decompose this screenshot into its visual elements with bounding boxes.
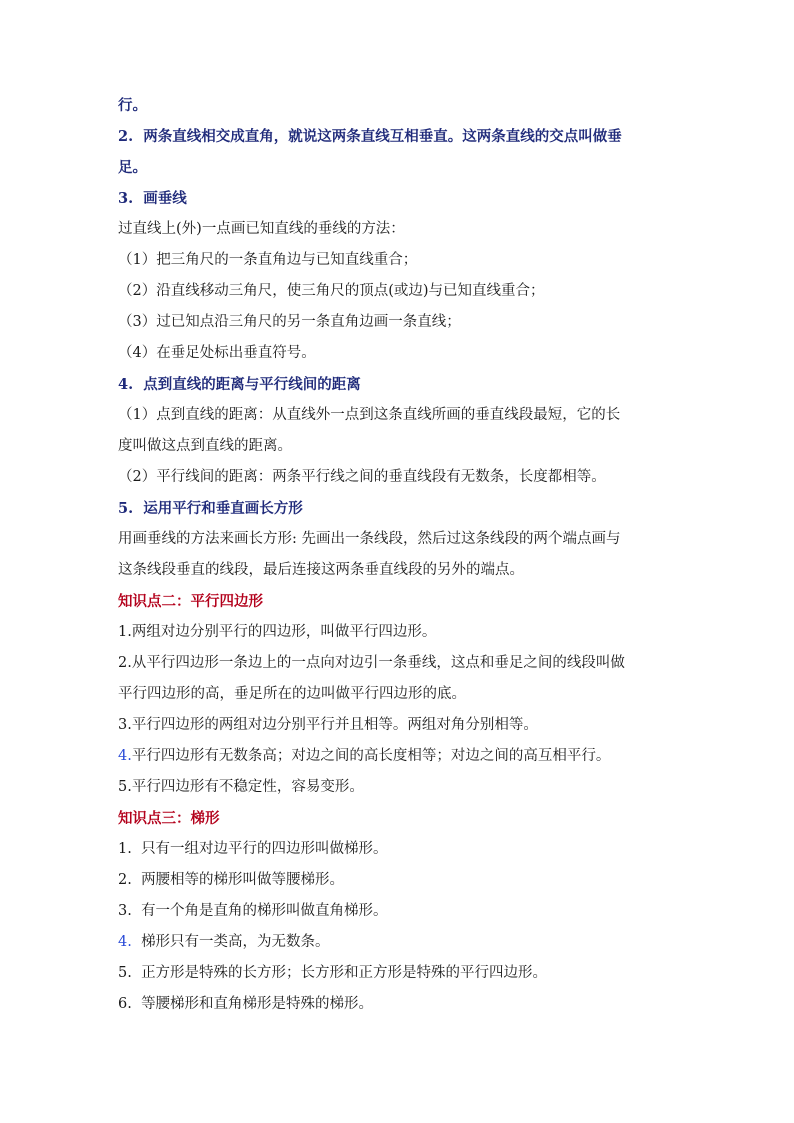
item-number: 5. [118, 965, 132, 981]
text-line [118, 772, 734, 803]
subsection-heading [118, 369, 734, 400]
text-line [118, 431, 734, 462]
line-text: （2）沿直线移动三角尺，使三角尺的顶点(或边)与已知直线重合； [118, 283, 545, 299]
line-text: （4）在垂足处标出垂直符号。 [118, 345, 316, 361]
line-text: 用画垂线的方法来画长方形: 先画出一条线段，然后过这条线段的两个端点画与 [118, 531, 621, 547]
item-number: 5. [118, 500, 134, 517]
subsection-heading [118, 152, 734, 183]
text-line [118, 307, 734, 338]
text-line [118, 462, 734, 493]
text-line [118, 524, 734, 555]
line-text: 从平行四边形一条边上的一点向对边引一条垂线，这点和垂足之间的线段叫做 [131, 655, 625, 671]
line-text: 只有一组对边平行的四边形叫做梯形。 [141, 841, 388, 857]
text-line [118, 276, 734, 307]
item-number: 3. [118, 717, 132, 733]
text-line [118, 617, 734, 648]
line-text: 点到直线的距离与平行线间的距离 [143, 376, 361, 393]
line-text: 平行四边形有无数条高；对边之间的高长度相等；对边之间的高互相平行。 [131, 748, 611, 764]
line-text: 知识点二：平行四边形 [118, 593, 263, 610]
subsection-heading [118, 121, 734, 152]
text-line [118, 958, 734, 989]
text-line [118, 338, 734, 369]
line-text: 这条线段垂直的线段，最后连接这两条垂直线段的另外的端点。 [118, 562, 524, 578]
text-line [118, 648, 734, 679]
item-number: 2. [118, 872, 132, 888]
document-body [118, 90, 734, 1020]
subsection-heading [118, 90, 734, 121]
line-text: 过直线上(外)一点画已知直线的垂线的方法： [118, 221, 405, 237]
line-text: 度叫做这点到直线的距离。 [118, 438, 292, 454]
item-number: 4. [118, 934, 132, 950]
text-line [118, 865, 734, 896]
line-text: 两条直线相交成直角，就说这两条直线互相垂直。这两条直线的交点叫做垂 [143, 128, 622, 145]
text-line [118, 400, 734, 431]
line-text: 知识点三：梯形 [118, 810, 220, 827]
line-text: 两腰相等的梯形叫做等腰梯形。 [141, 872, 345, 888]
item-number: 3. [118, 190, 134, 207]
item-number: 6. [118, 996, 132, 1012]
line-text: 梯形只有一类高，为无数条。 [141, 934, 330, 950]
text-line [118, 927, 734, 958]
text-line [118, 679, 734, 710]
text-line [118, 245, 734, 276]
section-heading [118, 586, 734, 617]
text-line [118, 834, 734, 865]
line-text: 正方形是特殊的长方形；长方形和正方形是特殊的平行四边形。 [141, 965, 548, 981]
line-text: （2）平行线间的距离：两条平行线之间的垂直线段有无数条，长度都相等。 [118, 469, 606, 485]
subsection-heading [118, 493, 734, 524]
line-text: 平行四边形的两组对边分别平行并且相等。两组对角分别相等。 [131, 717, 538, 733]
line-text: 等腰梯形和直角梯形是特殊的梯形。 [141, 996, 374, 1012]
line-text: 足。 [118, 159, 147, 176]
text-line [118, 555, 734, 586]
line-text: （3）过已知点沿三角尺的另一条直角边画一条直线； [118, 314, 461, 330]
line-text: 两组对边分别平行的四边形，叫做平行四边形。 [131, 624, 437, 640]
item-number: 4. [118, 376, 134, 393]
item-number: 1. [118, 841, 132, 857]
line-text: （1）把三角尺的一条直角边与已知直线重合； [118, 252, 418, 268]
item-number: 1. [118, 624, 132, 640]
text-line [118, 710, 734, 741]
line-text: 有一个角是直角的梯形叫做直角梯形。 [141, 903, 388, 919]
line-text: 画垂线 [143, 190, 187, 207]
line-text: （1）点到直线的距离：从直线外一点到这条直线所画的垂直线段最短，它的长 [118, 407, 621, 423]
section-heading [118, 803, 734, 834]
line-text: 平行四边形的高，垂足所在的边叫做平行四边形的底。 [118, 686, 466, 702]
item-number: 3. [118, 903, 132, 919]
item-number: 2. [118, 128, 134, 145]
text-line [118, 214, 734, 245]
item-number: 4. [118, 748, 132, 764]
line-text: 行。 [118, 97, 147, 114]
text-line [118, 896, 734, 927]
text-line [118, 989, 734, 1020]
item-number: 5. [118, 779, 132, 795]
line-text: 运用平行和垂直画长方形 [143, 500, 303, 517]
line-text: 平行四边形有不稳定性，容易变形。 [131, 779, 364, 795]
text-line [118, 741, 734, 772]
item-number: 2. [118, 655, 132, 671]
subsection-heading [118, 183, 734, 214]
